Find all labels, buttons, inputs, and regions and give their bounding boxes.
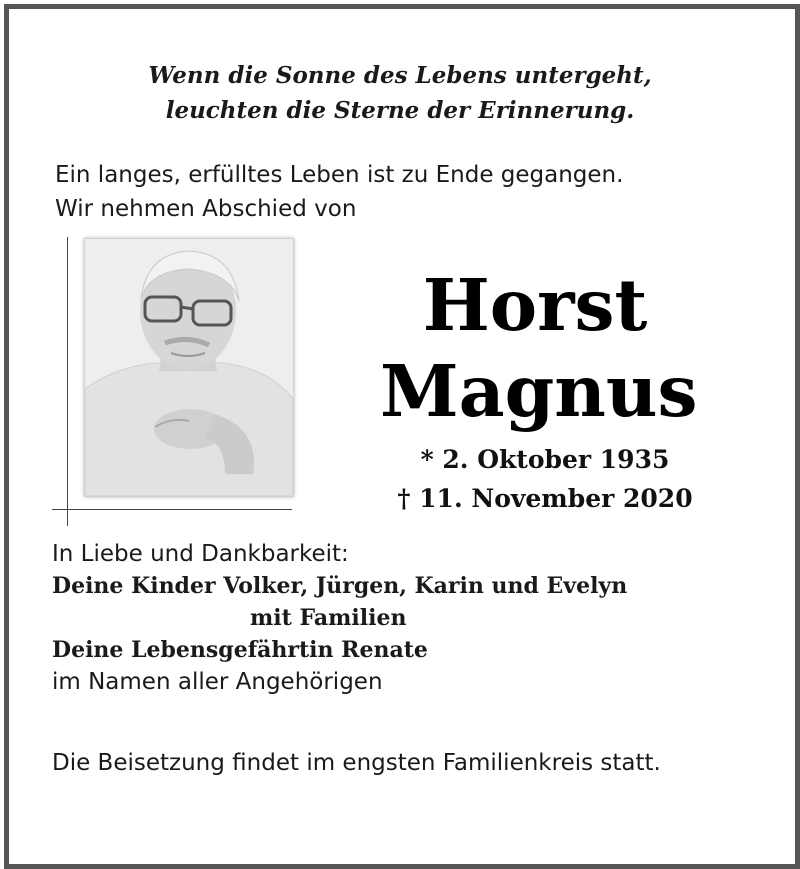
life-dates bbox=[360, 440, 730, 518]
mourners-families: mit Familien bbox=[250, 605, 407, 631]
burial-notice: Die Beisetzung findet im engsten Familienkreis statt. bbox=[52, 750, 661, 776]
deceased-name bbox=[380, 262, 698, 434]
photo-crop-line-horizontal bbox=[52, 509, 292, 510]
intro-line-2: Wir nehmen Abschied von bbox=[55, 196, 357, 222]
mourners-relatives: im Namen aller Angehörigen bbox=[52, 669, 383, 695]
portrait-photo bbox=[84, 238, 294, 497]
motto-quote bbox=[0, 58, 800, 128]
mourners-partner: Deine Lebensgefährtin Renate bbox=[52, 637, 428, 663]
mourners-intro: In Liebe und Dankbarkeit: bbox=[52, 541, 349, 567]
portrait-illustration bbox=[85, 239, 293, 496]
motto-line-1: Wenn die Sonne des Lebens untergeht, bbox=[148, 62, 652, 89]
motto-line-2: leuchten die Sterne der Erinnerung. bbox=[165, 97, 635, 124]
deceased-first-name: Horst bbox=[422, 263, 648, 347]
death-date: † 11. November 2020 bbox=[397, 484, 693, 513]
mourners-children: Deine Kinder Volker, Jürgen, Karin und Evelyn bbox=[52, 573, 628, 599]
deceased-last-name: Magnus bbox=[380, 349, 698, 433]
birth-date: * 2. Oktober 1935 bbox=[420, 445, 670, 474]
intro-line-1: Ein langes, erfülltes Leben ist zu Ende gegangen. bbox=[55, 162, 624, 188]
intro-text bbox=[55, 158, 755, 226]
photo-crop-line-vertical bbox=[67, 237, 68, 526]
mourners-block bbox=[52, 538, 772, 698]
